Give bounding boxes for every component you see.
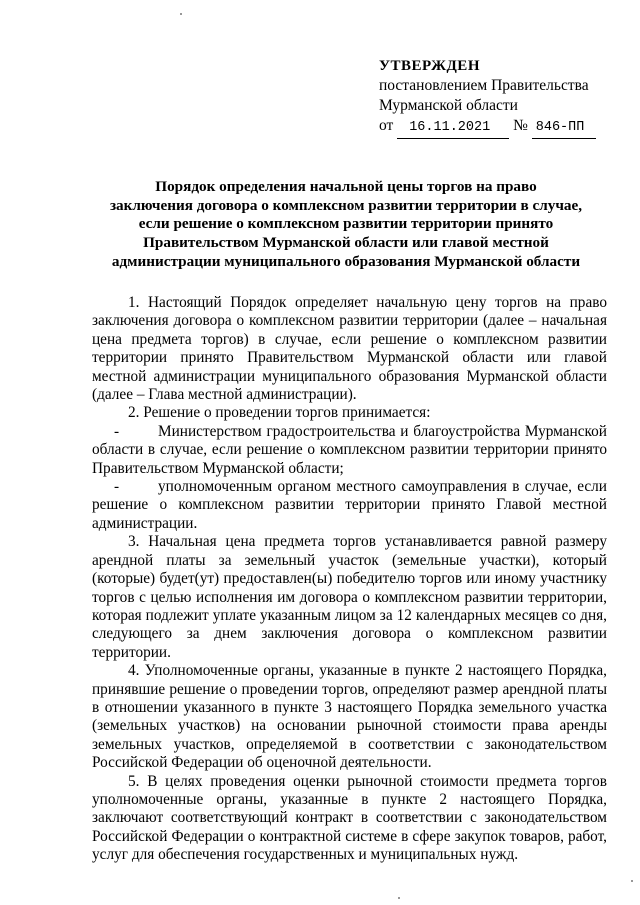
approval-stamp — [379, 56, 629, 139]
title-line: Порядок определения начальной цены торгов на право — [155, 178, 537, 195]
approval-date-line — [379, 116, 629, 139]
paragraph-2b-text: уполномоченным органом местного самоуправления в случае, если решение о комплексном развитии территории принято Главой местной администрации. — [92, 478, 607, 532]
list-dash: - — [114, 422, 120, 440]
paragraph-2a — [92, 423, 607, 478]
paragraph-2b — [92, 478, 607, 533]
paragraph-3: 3. Начальная цена предмета торгов устанавливается равной размеру арендной платы за земельный участок (земельные участки), который (которые) будет(ут) предоставлен(ы) победителю торгов или иному участнику торгов с целью исполнения им договора о комплексном развитии территории, которая подлежит уплате указанным лицом за 12 календарных месяцев со дня, следующего за днем заключения договора о комплексном развитии территории. — [92, 533, 607, 661]
approval-date: 16.11.2021 — [397, 118, 509, 139]
paragraph-2a-text: Министерством градостроительства и благоустройства Мурманской области в случае, если решение о комплексном развитии территории принято Правительством Мурманской области; — [92, 422, 607, 477]
number-prefix: № — [513, 117, 528, 134]
title-line: если решение о комплексном развитии территории принято — [138, 215, 554, 233]
title-line: Правительством Мурманской области или главой местной — [143, 234, 549, 252]
approval-heading: УТВЕРЖДЕН — [379, 58, 480, 74]
approval-number: 846-ПП — [532, 118, 596, 139]
list-dash: - — [114, 478, 120, 496]
paragraph-2: 2. Решение о проведении торгов принимается: — [128, 404, 431, 422]
title-line: заключения договора о комплексном развитии территории в случае, — [109, 196, 583, 214]
scan-speck — [180, 13, 182, 15]
approval-line-2: Мурманской области — [379, 97, 518, 114]
date-prefix: от — [379, 117, 394, 134]
title-line: администрации муниципального образования Мурманской области — [111, 252, 581, 270]
paragraph-4: 4. Уполномоченные органы, указанные в пункте 2 настоящего Порядка, принявшие решение о проведении торгов, определяют размер арендной платы в отношении указанного в пункте 3 настоящего Порядка земельного участка (земельных участков) на основании рыночной стоимости права аренды земельных участков, определяемой в соответствии с законодательством Российской Федерации об оценочной деятельности. — [92, 662, 607, 772]
scan-speck — [631, 880, 633, 882]
paragraph-1: 1. Настоящий Порядок определяет начальную цену торгов на право заключения договора о комплексном развитии территории (далее – начальная цена предмета торгов) в случае, если решение о комплексном развитии территории принято Правительством Мурманской области или главой местной администрации муниципального образования Мурманской области (далее – Глава местной администрации). — [92, 294, 607, 404]
document-title — [96, 178, 596, 272]
document-body — [92, 294, 607, 865]
approval-line-1: постановлением Правительства — [379, 77, 589, 94]
scan-speck — [398, 897, 400, 899]
paragraph-5: 5. В целях проведения оценки рыночной стоимости предмета торгов уполномоченные органы, указанные в пункте 2 настоящего Порядка, заключают соответствующий контракт в соответствии с законодательством Российской Федерации о контрактной системе в сфере закупок товаров, работ, услуг для обеспечения государственных и муниципальных нужд. — [92, 772, 607, 864]
